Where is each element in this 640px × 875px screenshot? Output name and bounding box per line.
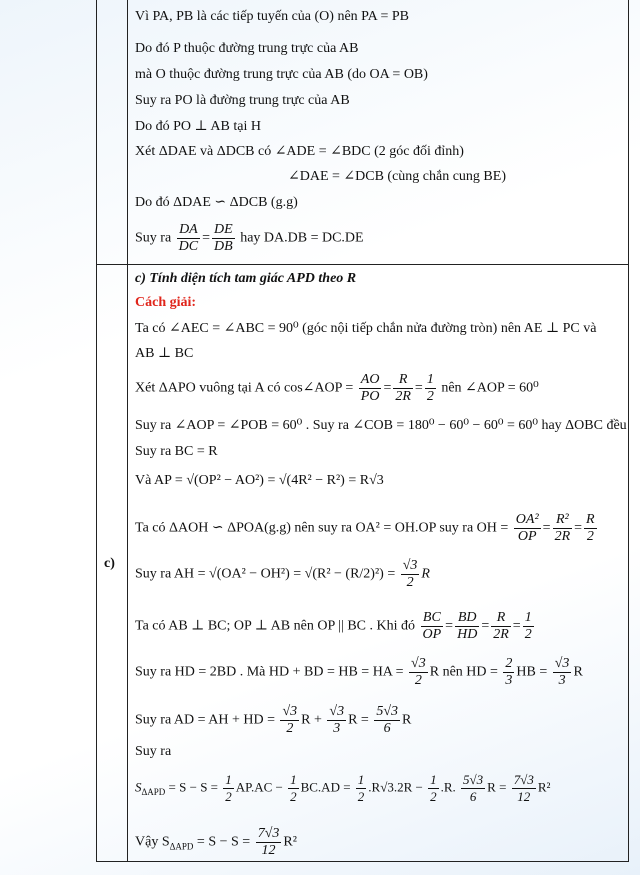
text: = S − S = [196,834,251,850]
text: Suy ra [135,230,172,246]
text: R [421,566,430,582]
fraction-sqrt3-2: $\frac{√3}{2}$ [402,558,418,590]
fraction-sqrt3-3: $\frac{√3}{3}$ [554,656,570,688]
table-border-right [628,0,629,862]
text: AP.AC − [235,779,283,795]
solution-line-17 [135,558,430,591]
text: .R√3.2R − [368,779,423,795]
fraction-ao-po: $\frac{AO}{PO}$ [360,372,380,404]
solution-line-22: $S_{\Delta APD} = S - S$ = $\frac{1}{2}$ AP.AC − $\frac{1}{2}$ BC.AD = $\frac{1}{2}$ .R√3.2R − $\frac{1}{2}$ .R. $\frac{5√3}{6}$ R = $\frac{7√3}{12}$ R² [135,772,551,804]
fraction-one-half-c: $\frac{1}{2}$ [225,772,232,804]
proof-line-8: Do đó ΔDAE ∽ ΔDCB (g.g) [135,195,298,210]
fraction-one-half-e: $\frac{1}{2}$ [357,772,365,804]
text: nên ∠AOP = 60⁰ [441,380,539,396]
fraction-one-half-b: $\frac{1}{2}$ [524,610,532,642]
fraction-da-dc: $\frac{DA}{DC}$ [178,222,199,254]
table-border-bottom [96,861,628,862]
text: = S − S = [168,779,219,795]
text: R + [301,712,322,728]
fraction-bd-hd: $\frac{BD}{HD}$ [457,610,478,642]
proof-line-2: Do đó P thuộc đường trung trực của AB [135,41,359,56]
text: Ta có AB ⊥ BC; OP ⊥ AB nên OP || BC . Khi đó [135,618,415,634]
solution-line-11: AB ⊥ BC [135,346,194,361]
text: .R. [440,779,456,795]
fraction-oa2-op: $\frac{\text{OA²}}{OP}$ [515,512,539,544]
proof-line-9: Suy ra $\frac{DA}{DC}$ = $\frac{DE}{DB}$ hay DA.DB = DC.DE [135,222,364,254]
solution-line-14: Suy ra BC = R [135,444,218,459]
text: HB = [516,664,548,680]
proof-line-5: Do đó PO ⊥ AB tại H [135,119,261,134]
fraction-r-2: $\frac{R}{2}$ [586,512,595,544]
text: BC.AD = [300,779,351,795]
text: R nên HD = [429,664,498,680]
fraction-five-sqrt3-6: $\frac{5√3}{6}$ [376,704,398,736]
fraction-seven-sqrt3-12: $\frac{7√3}{12}$ [513,772,534,804]
method-label: Cách giải: [135,295,197,310]
fraction-r-2r: $\frac{R}{2R}$ [395,372,411,404]
fraction-r2-2r: $\frac{\text{R²}}{2R}$ [554,512,571,544]
fraction-one-half: $\frac{1}{2}$ [426,372,434,404]
solution-line-23: Vậy $S_{\Delta APD} = S - S$ = $\frac{7√3}{12}$ R² [135,826,297,858]
fraction-seven-sqrt3-12-b: $\frac{7√3}{12}$ [257,826,280,858]
solution-line-19 [135,656,583,689]
proof-line-6: Xét ΔDAE và ΔDCB có ∠ADE = ∠BDC (2 góc đối đỉnh) [135,144,464,159]
text: hay DA.DB = DC.DE [240,230,364,246]
text: S [135,779,142,795]
fraction-one-half-f: $\frac{1}{2}$ [430,772,437,804]
row-divider [96,264,628,265]
text: R = [487,779,507,795]
proof-line-3: mà O thuộc đường trung trực của AB (do OA = OB) [135,67,428,82]
solution-line-18: Ta có AB ⊥ BC; OP ⊥ AB nên OP || BC . Khi đó $\frac{BC}{OP}$ = $\frac{BD}{HD}$ = $\frac{R}{2R}$ = $\frac{1}{2}$ [135,610,532,642]
solution-line-12: Xét ΔAPO vuông tại A có cos∠AOP = $\frac{AO}{PO}$ = $\frac{R}{2R}$ = $\frac{1}{2}$ nên ∠AOP = 60⁰ [135,372,539,404]
solution-line-13: Suy ra ∠AOP = ∠POB = 60⁰ . Suy ra ∠COB = 180⁰ − 60⁰ − 60⁰ = 60⁰ hay ΔOBC đều [135,418,627,433]
proof-line-4: Suy ra PO là đường trung trực của AB [135,93,350,108]
text: Xét ΔAPO vuông tại A có cos∠AOP = [135,380,354,396]
fraction-sqrt3-2-c: $\frac{√3}{2}$ [282,704,298,736]
solution-line-10: Ta có ∠AEC = ∠ABC = 90⁰ (góc nội tiếp chắn nửa đường tròn) nên AE ⊥ PC và [135,321,597,336]
table-border-mid [127,0,128,862]
fraction-five-sqrt3-6-b: $\frac{5√3}{6}$ [463,772,484,804]
table-border-left [96,0,97,862]
part-label: c) [104,556,115,571]
solution-line-16: Ta có ΔAOH ∽ ΔPOA(g.g) nên suy ra OA² = OH.OP suy ra OH = $\frac{\text{OA²}}{OP}$ = $\frac{\text{R²}}{2R}$ = $\frac{R}{2}$ [135,512,595,544]
text: Vậy S [135,834,170,850]
fraction-sqrt3-2-b: $\frac{√3}{2}$ [411,656,426,688]
proof-line-1: Vì PA, PB là các tiếp tuyến của (O) nên PA = PB [135,9,410,24]
text: Suy ra HD = 2BD . Mà HD + BD = HB = HA = [135,664,404,680]
text: R² [537,779,551,795]
text: R = [348,712,369,728]
text: Suy ra AD = AH + HD = [135,712,275,728]
proof-line-7: ∠DAE = ∠DCB (cùng chắn cung BE) [288,169,506,184]
solution-line-20 [135,704,411,737]
fraction-r-2r-b: $\frac{R}{2R}$ [493,610,509,642]
fraction-de-db: $\frac{DE}{DB}$ [214,222,233,254]
text: R² [283,834,297,850]
part-c-heading: c) Tính diện tích tam giác APD theo R [135,271,357,286]
text: R [402,712,412,728]
text: Suy ra AH = √(OA² − OH²) = √(R² − (R/2)²) = [135,566,396,582]
solution-line-21: Suy ra [135,744,172,759]
fraction-two-3: $\frac{2}{3}$ [505,656,513,688]
solution-line-15: Và AP = √(OP² − AO²) = √(4R² − R²) = R√3 [135,473,384,488]
fraction-one-half-d: $\frac{1}{2}$ [290,772,297,804]
fraction-bc-op: $\frac{BC}{OP}$ [422,610,442,642]
text: Ta có ΔAOH ∽ ΔPOA(g.g) nên suy ra OA² = OH.OP suy ra OH = [135,520,509,536]
fraction-sqrt3-3-b: $\frac{√3}{3}$ [329,704,345,736]
text: R [573,664,583,680]
